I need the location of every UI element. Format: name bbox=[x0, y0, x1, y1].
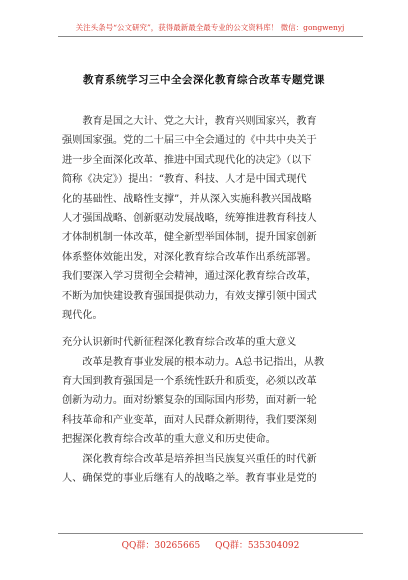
body-line: 改革是教育事业发展的根本动力。A总书记指出，从教 bbox=[62, 356, 325, 368]
body-line: 进一步全面深化改革、推进中国式现代化的决定》（以下 bbox=[62, 154, 312, 166]
body-line: 体系整体效能出发，对深化教育综合改革作出系统部署。 bbox=[62, 251, 317, 263]
header-divider bbox=[58, 36, 363, 37]
paragraph-gap bbox=[62, 325, 352, 333]
body-line: 不断为加快建设教育强国提供动力，有效支撑引领中国式 bbox=[62, 290, 317, 302]
body-line: 简称《决定》）提出：“教育、科技、人才是中国式现代 bbox=[62, 174, 307, 186]
footer-qq-group-2: QQ群：535304092 bbox=[215, 541, 300, 551]
footer bbox=[58, 538, 363, 551]
footer-qq-group-1: QQ群：30265665 bbox=[121, 541, 201, 551]
section-heading: 充分认识新时代新征程深化教育综合改革的重大意义 bbox=[62, 337, 297, 349]
body-line: 教育是国之大计、党之大计，教育兴则国家兴，教育 bbox=[62, 116, 317, 127]
body-line: 把握深化教育综合改革的重大意义和历史使命。 bbox=[62, 434, 276, 446]
document-title: 教育系统学习三中全会深化教育综合改革专题党课 bbox=[83, 74, 325, 86]
body-line: 人才强国战略、创新驱动发展战略，统筹推进教育科技人 bbox=[62, 212, 317, 224]
body-line: 才体制机制一体改革，健全新型举国体制，提升国家创新 bbox=[62, 232, 317, 244]
body-line: 育大国到教育强国是一个系统性跃升和质变，必须以改革 bbox=[62, 376, 317, 388]
header-banner: 关注头条号“公文研究”，获得最新最全最专业的公文资料库！ 微信：gongwenyj bbox=[75, 23, 345, 32]
body-line: 人、确保党的事业后继有人的战略之举。教育事业是党的 bbox=[62, 473, 317, 485]
document-body bbox=[62, 112, 352, 488]
footer-divider bbox=[58, 533, 363, 534]
body-line: 深化教育综合改革是培养担当民族复兴重任的时代新 bbox=[62, 453, 317, 465]
body-line: 化的基础性、战略性支撑”，并从深入实施科教兴国战略 bbox=[62, 193, 312, 205]
body-line: 科技革命和产业变革，面对人民群众新期待，我们要深刻 bbox=[62, 414, 317, 426]
body-line: 现代化。 bbox=[62, 309, 103, 321]
body-line: 创新为动力。面对纷繁复杂的国际国内形势，面对新一轮 bbox=[62, 395, 317, 407]
body-line: 我们要深入学习贯彻全会精神，通过深化教育综合改革， bbox=[62, 271, 317, 283]
body-line: 强则国家强。党的二十届三中全会通过的《中共中央关于 bbox=[62, 135, 317, 147]
